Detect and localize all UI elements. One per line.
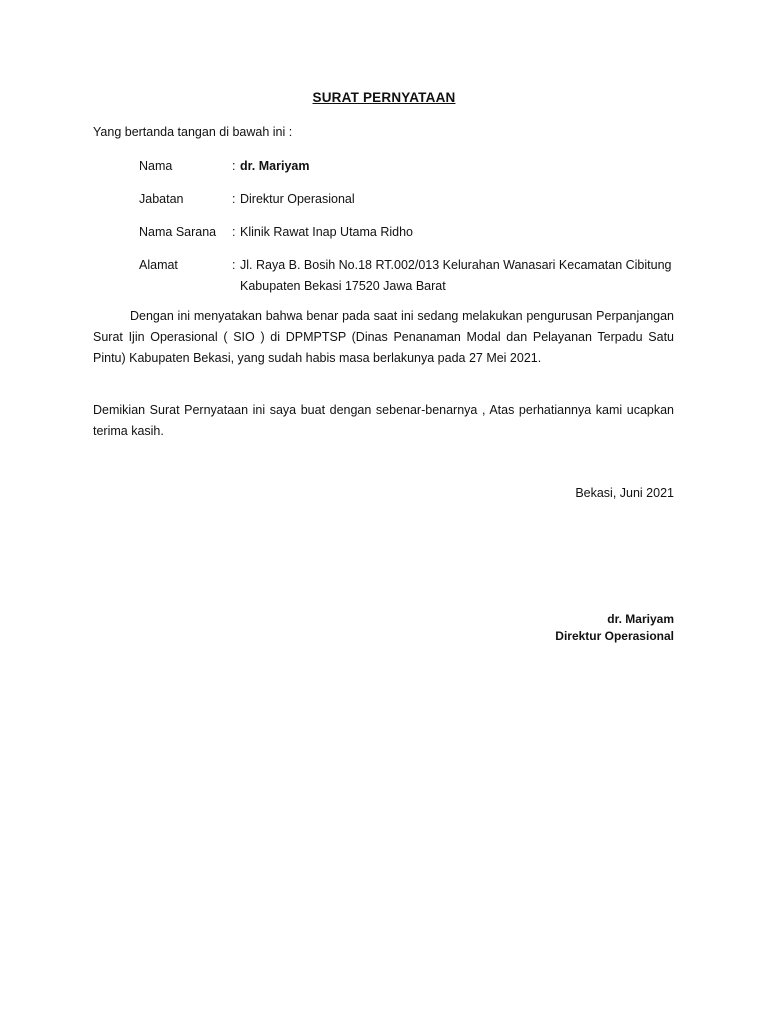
document-title: SURAT PERNYATAAN xyxy=(312,90,456,105)
signatory-title: Direktur Operasional xyxy=(555,629,674,643)
field-colon: : xyxy=(232,192,236,206)
field-value: Direktur Operasional xyxy=(240,192,355,206)
statement-paragraph: Dengan ini menyatakan bahwa benar pada saat ini sedang melakukan pengurusan Perpanjangan Surat Ijin Operasional ( SIO ) di DPMPTSP (Dinas Penanaman Modal dan Pelayanan Terpadu Satu Pintu) Kabupaten Bekasi, yang sudah habis masa berlakunya pada 27 Mei 2021. xyxy=(93,309,674,365)
field-label: Jabatan xyxy=(139,192,184,206)
field-value: Klinik Rawat Inap Utama Ridho xyxy=(240,225,413,239)
field-label: Nama Sarana xyxy=(139,225,217,239)
closing-paragraph: Demikian Surat Pernyataan ini saya buat dengan sebenar-benarnya , Atas perhatiannya kami ucapkan terima kasih. xyxy=(93,403,674,438)
field-value: Jl. Raya B. Bosih No.18 RT.002/013 Kelurahan Wanasari Kecamatan Cibitung Kabupaten Bekasi 17520 Jawa Barat xyxy=(240,258,672,293)
intro-text: Yang bertanda tangan di bawah ini : xyxy=(93,125,293,139)
field-label: Nama xyxy=(139,159,173,173)
field-value: dr. Mariyam xyxy=(240,159,310,173)
field-colon: : xyxy=(232,258,236,272)
field-label: Alamat xyxy=(139,258,178,272)
signatory-name: dr. Mariyam xyxy=(607,612,674,626)
field-colon: : xyxy=(232,159,236,173)
place-date: Bekasi, Juni 2021 xyxy=(575,486,674,500)
field-colon: : xyxy=(232,225,236,239)
